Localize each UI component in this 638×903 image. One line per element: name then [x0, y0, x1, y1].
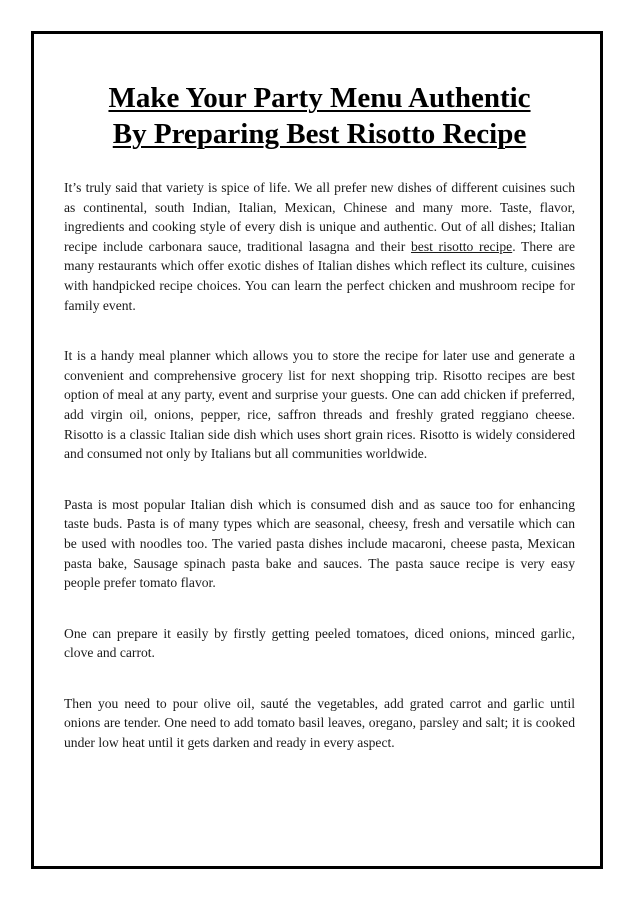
- document-title: [64, 80, 575, 152]
- paragraph-2: It is a handy meal planner which allows you to store the recipe for later use and generate a convenient and comprehensive grocery list for next shopping trip. Risotto recipes are best option of meal at any party, event and surprise your guests. One can add chicken if preferred, add virgin oil, onions, pepper, rice, saffron threads and freshly grated reggiano cheese. Risotto is a classic Italian side dish which uses short grain rices. Risotto is widely considered and consumed not only by Italians but all communities worldwide.: [64, 348, 575, 462]
- paragraph-1-text-start: It’s truly said that variety is spice of life. We all prefer new dishes of different cuisines such as continental, south Indian, Italian, Mexican, Chinese and many more. Taste, flavor, ingredients and cooking style of every dish is unique and authentic. Out of all dishes; Italian recipe include carbonara sauce, traditional lasagna and their: [64, 180, 575, 254]
- title-line-2: By Preparing Best Risotto Recipe: [112, 118, 527, 150]
- title-line-1: Make Your Party Menu Authentic: [108, 82, 531, 114]
- paragraph-3: Pasta is most popular Italian dish which is consumed dish and as sauce too for enhancing taste buds. Pasta is of many types which are seasonal, cheesy, fresh and versatile which can be used with noodles too. The varied pasta dishes include macaroni, cheese pasta, Mexican pasta bake, Sausage spinach pasta bake and sauces. The pasta sauce recipe is very easy people prefer tomato flavor.: [64, 496, 575, 591]
- paragraph-1-text-end: . There are many restaurants which offer exotic dishes of Italian dishes which reflect its culture, cuisines with handpicked recipe choices. You can learn the perfect chicken and mushroom recipe for family event.: [64, 238, 575, 313]
- document-body: [64, 80, 575, 753]
- paragraph-5: Then you need to pour olive oil, sauté the vegetables, add grated carrot and garlic until onions are tender. One need to add tomato basil leaves, oregano, parsley and salt; it is cooked under low heat until it gets darken and ready in every aspect.: [64, 695, 575, 751]
- paragraph-4: One can prepare it easily by firstly getting peeled tomatoes, diced onions, minced garlic, clove and carrot.: [64, 625, 575, 661]
- paragraph-1: [64, 178, 575, 315]
- best-risotto-recipe-link[interactable]: best risotto recipe: [410, 238, 513, 254]
